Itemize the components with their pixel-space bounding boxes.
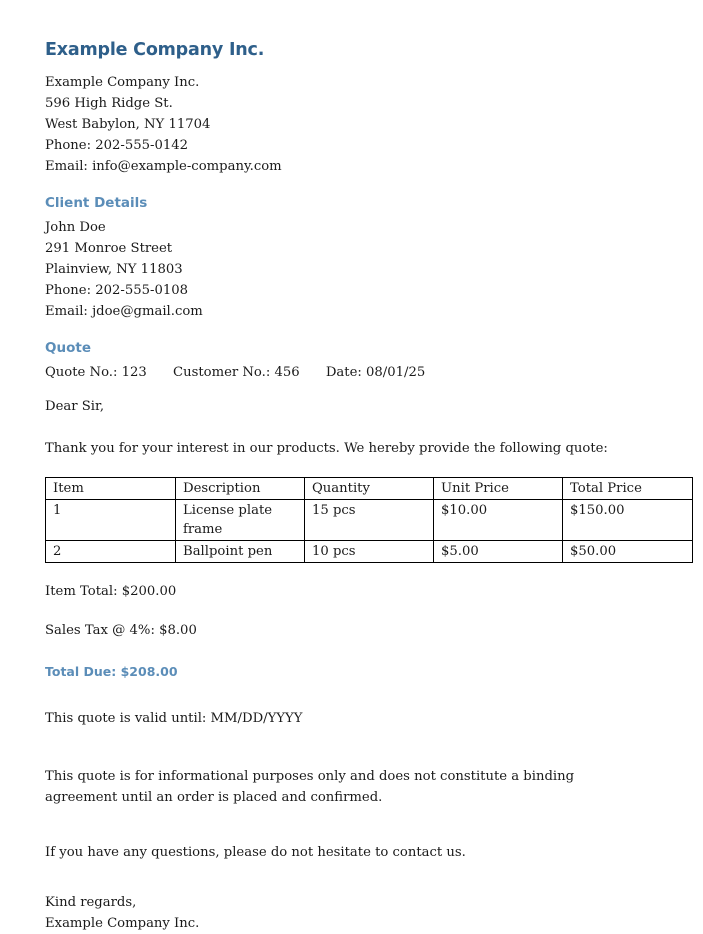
company-address-block xyxy=(45,72,651,177)
cell-total-price: $150.00 xyxy=(563,499,693,540)
client-details-heading: Client Details xyxy=(45,195,148,211)
questions-text: If you have any questions, please do not hesitate to contact us. xyxy=(45,844,466,860)
client-phone: Phone: 202-555-0108 xyxy=(45,282,189,298)
cell-unit-price: $5.00 xyxy=(434,540,563,562)
total-due: Total Due: $208.00 xyxy=(45,663,178,679)
table-row xyxy=(46,499,693,540)
cell-quantity: 15 pcs xyxy=(305,499,434,540)
column-header-description: Description xyxy=(176,477,305,499)
page-title: Example Company Inc. xyxy=(45,40,265,60)
company-address-line: West Babylon, NY 11704 xyxy=(45,117,211,132)
customer-number: Customer No.: 456 xyxy=(173,364,300,380)
cell-description: License plate frame xyxy=(176,499,305,540)
table-header-row xyxy=(46,477,693,499)
cell-item: 2 xyxy=(46,540,176,562)
table-row xyxy=(46,540,693,562)
column-header-quantity: Quantity xyxy=(305,477,434,499)
client-address-block xyxy=(45,217,651,322)
column-header-unit-price: Unit Price xyxy=(434,477,563,499)
item-total: Item Total: $200.00 xyxy=(45,583,177,599)
valid-until-text: This quote is valid until: MM/DD/YYYY xyxy=(45,710,303,726)
company-email: Email: info@example-company.com xyxy=(45,159,282,174)
spacer xyxy=(45,177,651,195)
client-address-line: 291 Monroe Street xyxy=(45,240,173,256)
salutation: Dear Sir, xyxy=(45,398,105,414)
intro-paragraph: Thank you for your interest in our products. We hereby provide the following quote: xyxy=(45,440,608,456)
company-address-line: Example Company Inc. xyxy=(45,75,200,90)
quote-heading: Quote xyxy=(45,339,91,356)
client-address-line: Plainview, NY 11803 xyxy=(45,261,183,277)
cell-quantity: 10 pcs xyxy=(305,540,434,562)
cell-item: 1 xyxy=(46,499,176,540)
client-name: John Doe xyxy=(45,219,106,235)
spacer xyxy=(45,322,651,340)
quote-meta-row xyxy=(45,362,651,383)
closing-company: Example Company Inc. xyxy=(45,915,200,931)
column-header-item: Item xyxy=(46,477,176,499)
items-table xyxy=(45,477,693,563)
client-email: Email: jdoe@gmail.com xyxy=(45,303,203,319)
cell-total-price: $50.00 xyxy=(563,540,693,562)
company-phone: Phone: 202-555-0142 xyxy=(45,138,189,153)
quote-date: Date: 08/01/25 xyxy=(325,364,426,380)
quote-number: Quote No.: 123 xyxy=(45,364,147,380)
company-address-line: 596 High Ridge St. xyxy=(45,96,173,111)
disclaimer-text: This quote is for informational purposes only and does not constitute a binding agreement until an order is placed and confirmed. xyxy=(45,768,575,805)
closing-regards: Kind regards, xyxy=(45,894,137,910)
cell-description: Ballpoint pen xyxy=(176,540,305,562)
cell-unit-price: $10.00 xyxy=(434,499,563,540)
sales-tax: Sales Tax @ 4%: $8.00 xyxy=(45,622,197,638)
column-header-total-price: Total Price xyxy=(563,477,693,499)
